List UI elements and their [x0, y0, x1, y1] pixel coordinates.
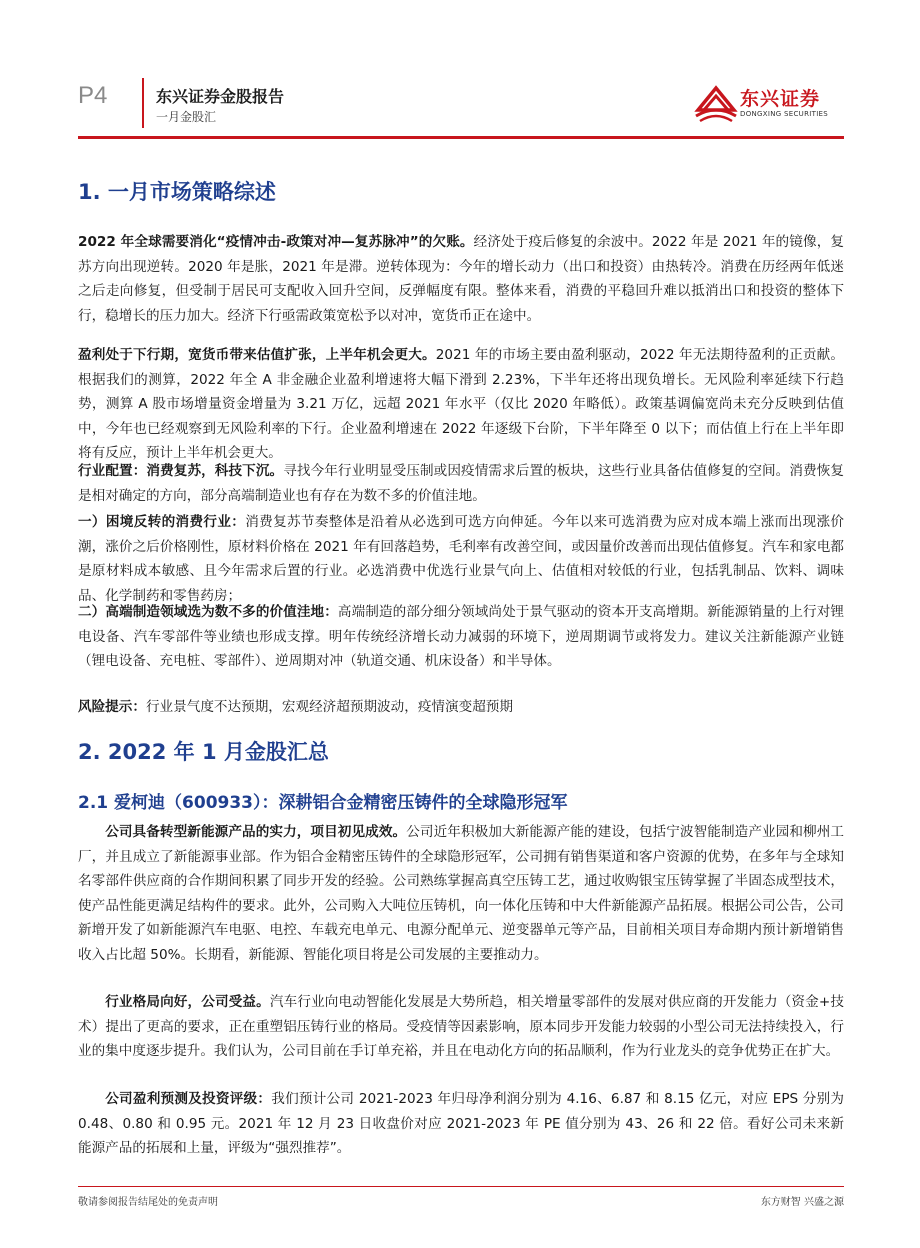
page-number: P4	[78, 82, 108, 109]
para-lead: 2022 年全球需要消化“疫情冲击-政策对冲—复苏脉冲”的欠账。	[78, 234, 474, 250]
para-lead: 风险提示：	[78, 699, 146, 715]
para-lead: 盈利处于下行期，宽货币带来估值扩张，上半年机会更大。	[78, 347, 436, 363]
section-2-paragraph-1	[78, 820, 844, 968]
para-lead: 行业配置：消费复苏，科技下沉。	[78, 463, 284, 479]
para-lead: 二）高端制造领域选为数不多的价值洼地：	[78, 604, 338, 620]
para-lead: 公司盈利预测及投资评级：	[105, 1091, 272, 1107]
section-1-paragraph-2	[78, 343, 844, 466]
logo-english-name: DONGXING SECURITIES	[740, 110, 829, 118]
para-body: 2021 年的市场主要由盈利驱动，2022 年无法期待盈利的正贡献。根据我们的测算，2022 年全 A 非金融企业盈利增速将大幅下滑到 2.23%，下半年还将出现负增长。无风险利率延续下行趋势，测算 A 股市场增量资金增量为 3.21 万亿，远超 2021 年水平（仅比 2020 年略低）。政策基调偏宽尚未充分反映到估值中，今年也已经观察到无风险利率的下行。企业盈利增速在 2022 年逐级下台阶，下半年降至 0 以下；而估值上行在上半年即将有反应，预计上半年机会更大。	[78, 347, 844, 462]
para-lead: 公司具备转型新能源产品的实力，项目初见成效。	[105, 824, 407, 840]
section-1-paragraph-3	[78, 459, 844, 508]
footer-disclaimer: 敬请参阅报告结尾处的免责声明	[78, 1197, 218, 1208]
para-body: 经济处于疫后修复的余波中。2022 年是 2021 年的镜像，复苏方向出现逆转。2020 年是胀，2021 年是滞。逆转体现为：今年的增长动力（出口和投资）由热转冷。消费在历经两年低迷之后走向修复，但受制于居民可支配收入回升空间，反弹幅度有限。整体来看，消费的平稳回升难以抵消出口和投资的整体下行，稳增长的压力加大。经济下行亟需政策宽松予以对冲，宽货币正在途中。	[78, 234, 845, 324]
section-1-heading: 1. 一月市场策略综述	[78, 180, 276, 204]
header-divider	[142, 78, 144, 128]
section-1-paragraph-4	[78, 510, 844, 608]
section-2-paragraph-3	[78, 1087, 844, 1161]
para-body: 消费复苏节奏整体是沿着从必选到可选方向伸延。今年以来可选消费为应对成本端上涨而出现涨价潮，涨价之后价格刚性，原材料价格在 2021 年有回落趋势，毛利率有改善空间，或因量价改善而出现估值修复。汽车和家电都是原材料成本敏感、且今年需求后置的行业。必选消费中优选行业景气向上、估值相对较低的行业，包括乳制品、饮料、调味品、化学制药和零售药房；	[78, 514, 844, 604]
logo-mark-icon	[694, 80, 738, 124]
section-2-1-heading: 2.1 爱柯迪（600933）：深耕铝合金精密压铸件的全球隐形冠军	[78, 793, 568, 813]
footer-rule	[78, 1186, 844, 1187]
para-lead: 行业格局向好，公司受益。	[105, 994, 270, 1010]
company-logo	[694, 78, 844, 128]
para-body: 我们预计公司 2021-2023 年归母净利润分别为 4.16、6.87 和 8.15 亿元，对应 EPS 分别为 0.48、0.80 和 0.95 元。2021 年 12 月 23 日收盘价对应 2021-2023 年 PE 值分别为 43、26 和 22 倍。看好公司未来新能源产品的拓展和上量，评级为“强烈推荐”。	[78, 1091, 844, 1157]
section-1-paragraph-5	[78, 600, 844, 674]
section-1-paragraph-1	[78, 230, 844, 328]
para-lead: 一）困境反转的消费行业：	[78, 514, 246, 530]
report-title: 东兴证券金股报告	[156, 87, 285, 106]
section-2-heading: 2. 2022 年 1 月金股汇总	[78, 740, 329, 764]
risk-warning	[78, 695, 844, 720]
para-body: 高端制造的部分细分领域尚处于景气驱动的资本开支高增期。新能源销量的上行对锂电设备、汽车零部件等业绩也形成支撑。明年传统经济增长动力减弱的环境下，逆周期调节或将发力。建议关注新能源产业链（锂电设备、充电桩、零部件）、逆周期对冲（轨道交通、机床设备）和半导体。	[78, 604, 844, 670]
section-2-paragraph-2	[78, 990, 844, 1064]
para-body: 汽车行业向电动智能化发展是大势所趋，相关增量零部件的发展对供应商的开发能力（资金+技术）提出了更高的要求，正在重塑铝压铸行业的格局。受疫情等因素影响，原本同步开发能力较弱的小型公司无法持续投入，行业的集中度逐步提升。我们认为，公司目前在手订单充裕，并且在电动化方向的拓品顺利，作为行业龙头的竞争优势正在扩大。	[78, 994, 845, 1060]
header-rule	[78, 136, 844, 139]
logo-name: 东兴证券	[740, 88, 821, 110]
page-header	[78, 78, 844, 140]
para-body: 寻找今年行业明显受压制或因疫情需求后置的板块，这些行业具备估值修复的空间。消费恢复是相对确定的方向，部分高端制造业也有存在为数不多的价值洼地。	[78, 463, 844, 504]
para-body: 公司近年积极加大新能源产能的建设，包括宁波智能制造产业园和柳州工厂，并且成立了新能源事业部。作为铝合金精密压铸件的全球隐形冠军，公司拥有销售渠道和客户资源的优势，在多年与全球知名零部件供应商的合作期间积累了同步开发的经验。公司熟练掌握高真空压铸工艺，通过收购银宝压铸掌握了半固态成型技术，使产品性能更满足结构件的要求。此外，公司购入大吨位压铸机，向一体化压铸和中大件新能源产品拓展。根据公司公告，公司新增开发了如新能源汽车电驱、电控、车载充电单元、电源分配单元、逆变器单元等产品，目前相关项目寿命期内预计新增销售收入占比超 50%。长期看，新能源、智能化项目将是公司发展的主要推动力。	[78, 824, 845, 963]
report-subtitle: 一月金股汇	[156, 110, 217, 124]
footer-slogan: 东方财智 兴盛之源	[760, 1197, 844, 1208]
para-body: 行业景气度不达预期，宏观经济超预期波动，疫情演变超预期	[145, 699, 513, 715]
